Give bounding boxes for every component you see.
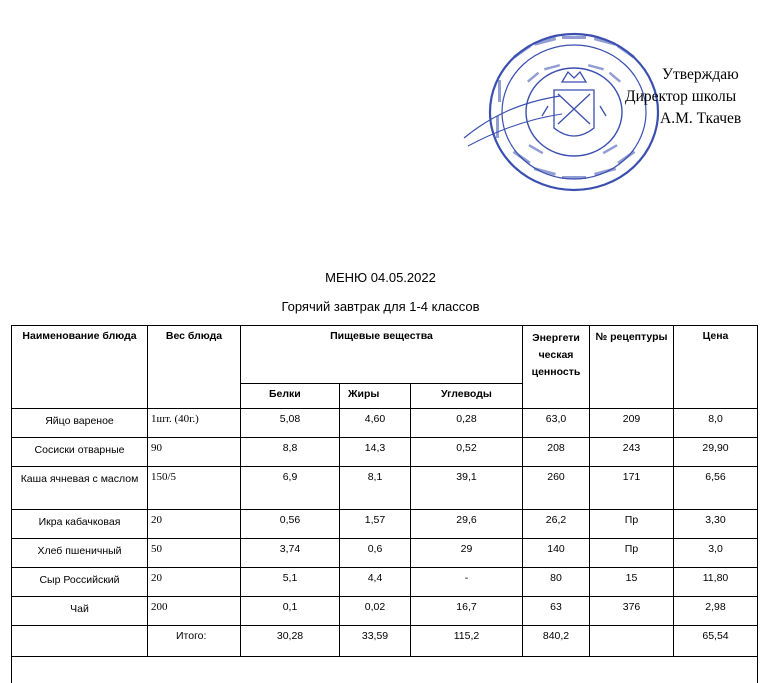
cell-name: Каша ячневая с маслом: [12, 467, 148, 510]
cell-name: Сосиски отварные: [12, 438, 148, 467]
cell-price: 11,80: [674, 568, 758, 597]
cell-weight: 200: [148, 597, 241, 626]
total-carbs: 115,2: [411, 626, 523, 657]
cell-recipe: 376: [590, 597, 674, 626]
table-row: [12, 539, 758, 568]
cell-carbs: 29,6: [411, 510, 523, 539]
approval-line-position: Директор школы: [622, 86, 741, 108]
total-energy: 840,2: [523, 626, 590, 657]
cell-fat: 0,02: [340, 597, 411, 626]
total-protein: 30,28: [241, 626, 340, 657]
total-fat: 33,59: [340, 626, 411, 657]
cell-fat: 0,6: [340, 539, 411, 568]
blank-cell: [12, 657, 758, 683]
approval-line-approve: Утверждаю: [622, 64, 741, 86]
cell-name: Икра кабачковая: [12, 510, 148, 539]
cell-price: 29,90: [674, 438, 758, 467]
cell-weight: 1шт. (40г.): [148, 409, 241, 438]
cell-name: Хлеб пшеничный: [12, 539, 148, 568]
approval-line-signatory: А.М. Ткачев: [622, 108, 741, 130]
cell-carbs: 0,52: [411, 438, 523, 467]
cell-weight: 20: [148, 510, 241, 539]
cell-carbs: 29: [411, 539, 523, 568]
approval-block: [622, 64, 741, 130]
cell-price: 8,0: [674, 409, 758, 438]
cell-price: 6,56: [674, 467, 758, 510]
blank-row: [12, 657, 758, 683]
cell-fat: 14,3: [340, 438, 411, 467]
menu-table: [11, 325, 758, 683]
menu-subtitle: Горячий завтрак для 1-4 классов: [0, 299, 761, 314]
cell-weight: 50: [148, 539, 241, 568]
cell-recipe: 171: [590, 467, 674, 510]
cell-energy: 260: [523, 467, 590, 510]
cell-energy: 63: [523, 597, 590, 626]
cell-price: 2,98: [674, 597, 758, 626]
total-label: Итого:: [148, 626, 241, 657]
cell-price: 3,0: [674, 539, 758, 568]
cell-weight: 90: [148, 438, 241, 467]
cell-energy: 26,2: [523, 510, 590, 539]
cell-carbs: 0,28: [411, 409, 523, 438]
header-nutrients: Пищевые вещества: [241, 326, 523, 384]
cell-protein: 3,74: [241, 539, 340, 568]
header-carbs: Углеводы: [411, 384, 523, 409]
table-row: [12, 597, 758, 626]
cell-recipe: Пр: [590, 539, 674, 568]
cell-recipe: 15: [590, 568, 674, 597]
table-row: [12, 467, 758, 510]
cell-carbs: 39,1: [411, 467, 523, 510]
table-row: [12, 409, 758, 438]
cell-weight: 150/5: [148, 467, 241, 510]
cell-name: Чай: [12, 597, 148, 626]
cell-carbs: -: [411, 568, 523, 597]
header-name: Наименование блюда: [12, 326, 148, 409]
menu-title: МЕНЮ 04.05.2022: [0, 270, 761, 285]
cell-price: 3,30: [674, 510, 758, 539]
cell-energy: 63,0: [523, 409, 590, 438]
table-row: [12, 438, 758, 467]
total-price: 65,54: [674, 626, 758, 657]
cell-protein: 5,1: [241, 568, 340, 597]
cell-name: Яйцо вареное: [12, 409, 148, 438]
cell-fat: 1,57: [340, 510, 411, 539]
header-price: Цена: [674, 326, 758, 409]
cell-protein: 8,8: [241, 438, 340, 467]
cell-weight: 20: [148, 568, 241, 597]
header-fat: Жиры: [340, 384, 411, 409]
cell-energy: 80: [523, 568, 590, 597]
cell-protein: 0,56: [241, 510, 340, 539]
cell-name: Сыр Российский: [12, 568, 148, 597]
header-energy: Энергети ческая ценность: [523, 326, 590, 409]
header-recipe: № рецептуры: [590, 326, 674, 409]
header-weight: Вес блюда: [148, 326, 241, 409]
cell-recipe: Пр: [590, 510, 674, 539]
cell-recipe: 243: [590, 438, 674, 467]
cell-protein: 6,9: [241, 467, 340, 510]
table-row: [12, 510, 758, 539]
table-row: [12, 568, 758, 597]
total-empty: [12, 626, 148, 657]
cell-protein: 5,08: [241, 409, 340, 438]
header-protein: Белки: [241, 384, 340, 409]
cell-fat: 4,60: [340, 409, 411, 438]
cell-recipe: 209: [590, 409, 674, 438]
total-row: [12, 626, 758, 657]
cell-energy: 208: [523, 438, 590, 467]
cell-fat: 8,1: [340, 467, 411, 510]
cell-energy: 140: [523, 539, 590, 568]
cell-fat: 4,4: [340, 568, 411, 597]
cell-carbs: 16,7: [411, 597, 523, 626]
cell-protein: 0,1: [241, 597, 340, 626]
total-recipe: [590, 626, 674, 657]
